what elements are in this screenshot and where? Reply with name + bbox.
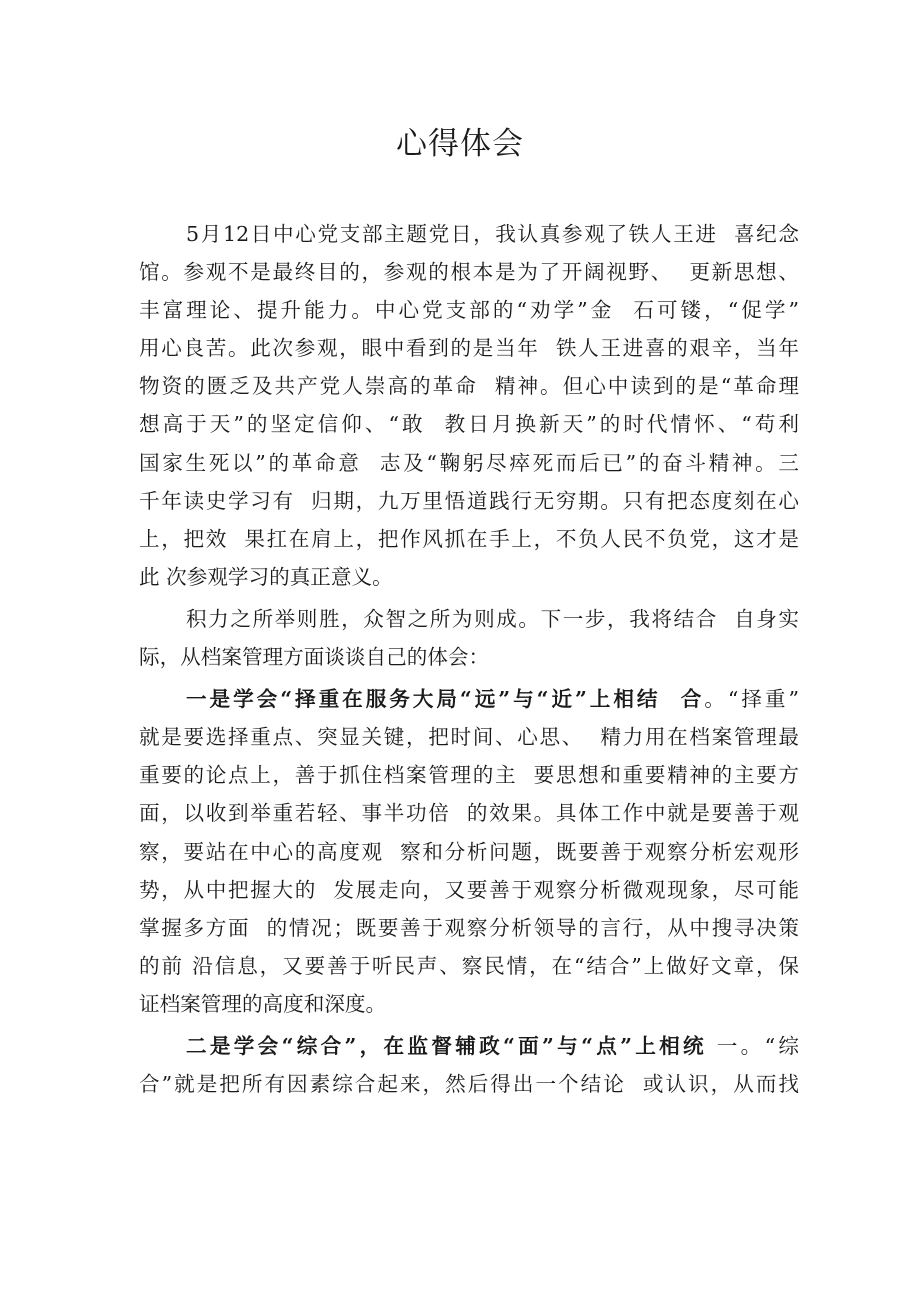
paragraph-line: 千年读史学习有 归期，九万里悟道践行无穷期。只有把态度刻在心: [139, 488, 799, 513]
paragraph-line: 丰富理论、提升能力。中心党支部的“劝学”金 石可镂，“促学”: [139, 298, 799, 323]
paragraph-line: 上，把效 果扛在肩上，把作风抓在手上，不负人民不负党，这才是: [139, 526, 799, 551]
document-title: 心得体会: [396, 126, 524, 162]
paragraph-line: 想高于天”的坚定信仰、“敢 教日月换新天”的时代情怀、“苟利: [139, 412, 799, 437]
document-body: [139, 215, 799, 1103]
paragraph-line: 用心良苦。此次参观，眼中看到的是当年 铁人王进喜的艰辛，当年: [139, 336, 799, 361]
paragraph-line: 积力之所举则胜，众智之所为则成。下一步，我将结合 自身实: [186, 606, 799, 631]
paragraph-heading: 二是学会“综合”，在监督辅政“面”与“点”上相统: [186, 1033, 707, 1058]
paragraph-heading-rest: 一。“综: [706, 1033, 799, 1058]
paragraph-line: 察，要站在中心的高度观 察和分析问题，既要善于观察分析宏观形: [139, 839, 799, 864]
paragraph-line: 的前 沿信息，又要善于听民声、察民情，在“结合”上做好文章，保: [139, 953, 799, 978]
paragraph-line: 就是要选择重点、突显关键，把时间、心思、 精力用在档案管理最: [139, 725, 799, 750]
paragraph-1: [139, 215, 799, 596]
paragraph-line: 势，从中把握大的 发展走向，又要善于观察分析微观现象，尽可能: [139, 877, 799, 902]
paragraph-line: 重要的论点上，善于抓住档案管理的主 要思想和重要精神的主要方: [139, 763, 799, 788]
paragraph-3: [139, 680, 799, 1023]
paragraph-line: 面，以收到举重若轻、事半功倍 的效果。具体工作中就是要善于观: [139, 801, 799, 826]
paragraph-line: 5月12日中心党支部主题党日，我认真参观了铁人王进 喜纪念: [186, 222, 799, 246]
paragraph-line: 际，从档案管理方面谈谈自己的体会：: [139, 645, 490, 670]
paragraph-4: [139, 1027, 799, 1103]
paragraph-line: 国家生死以”的革命意 志及“鞠躬尽瘁死而后已”的奋斗精神。三: [139, 450, 799, 475]
paragraph-heading-rest: 。“择重”: [704, 687, 799, 712]
paragraph-2: [139, 600, 799, 676]
paragraph-line: 合”就是把所有因素综合起来，然后得出一个结论 或认识，从而找: [139, 1072, 799, 1097]
paragraph-lead-line: [139, 1027, 799, 1065]
paragraph-heading: 一是学会“择重在服务大局“远”与“近”上相结 合: [186, 687, 705, 712]
paragraph-lead-line: [139, 680, 799, 718]
paragraph-line: 馆。参观不是最终目的，参观的根本是为了开阔视野、 更新思想、: [139, 260, 799, 285]
paragraph-line: 此 次参观学习的真正意义。: [139, 564, 393, 589]
paragraph-line: 证档案管理的高度和深度。: [139, 991, 387, 1016]
paragraph-line: 掌握多方面 的情况；既要善于观察分析领导的言行，从中搜寻决策: [139, 915, 799, 940]
paragraph-line: 物资的匮乏及共产党人崇高的革命 精神。但心中读到的是“革命理: [139, 374, 799, 399]
